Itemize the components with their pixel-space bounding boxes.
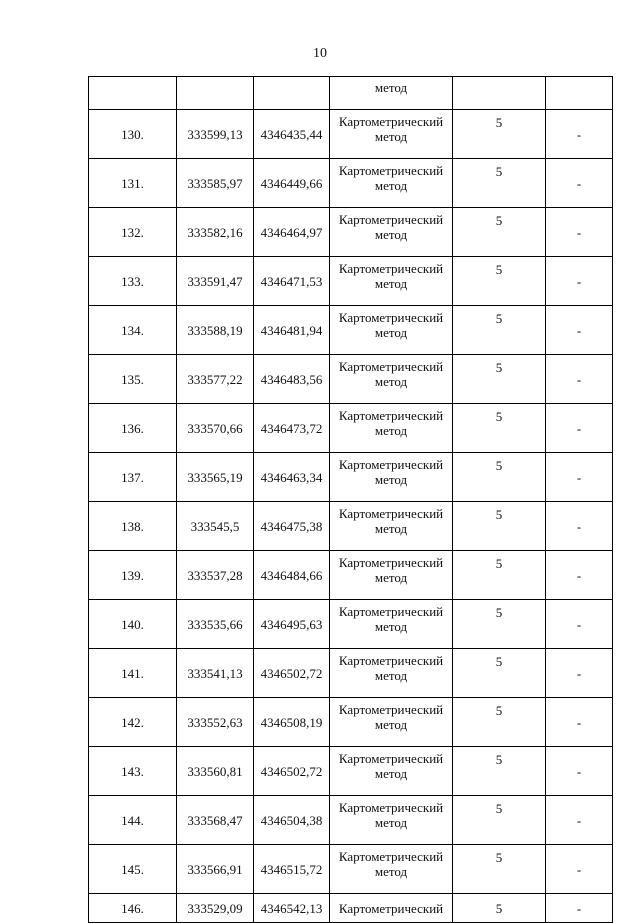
cell-num: 135.: [89, 355, 177, 404]
cell-x: 333582,16: [177, 208, 254, 257]
cell-precision: 5: [453, 649, 546, 698]
cell-dash: -: [546, 845, 613, 894]
method-line-1: Картометрический: [338, 751, 444, 766]
cell-num: 140.: [89, 600, 177, 649]
cell-method: [330, 208, 453, 257]
cell-x: 333535,66: [177, 600, 254, 649]
cell-num: 145.: [89, 845, 177, 894]
cell-dash: -: [546, 649, 613, 698]
cell-dash: -: [546, 796, 613, 845]
cell-method: [330, 404, 453, 453]
cell-dash: -: [546, 551, 613, 600]
table-row: [89, 159, 613, 208]
method-line-2: метод: [374, 178, 408, 193]
cell-precision: 5: [453, 257, 546, 306]
method-line-2: метод: [374, 472, 408, 487]
cell-x: 333585,97: [177, 159, 254, 208]
method-line-1: Картометрический: [338, 506, 444, 521]
table-row: [89, 747, 613, 796]
page-number: 10: [313, 46, 327, 61]
method-line-2: метод: [374, 521, 408, 536]
cell-method: [330, 159, 453, 208]
cell-x: 333560,81: [177, 747, 254, 796]
cell-precision: 5: [453, 600, 546, 649]
method-line-2: метод: [374, 717, 408, 732]
cell-num: 143.: [89, 747, 177, 796]
table-row: [89, 306, 613, 355]
cell-x: 333566,91: [177, 845, 254, 894]
cell-x: 333565,19: [177, 453, 254, 502]
method-line-1: Картометрический: [338, 849, 444, 864]
cell-num: [89, 77, 177, 110]
cell-x: 333552,63: [177, 698, 254, 747]
cell-y: 4346484,66: [254, 551, 330, 600]
cell-y: 4346502,72: [254, 747, 330, 796]
cell-method: [330, 649, 453, 698]
table-row: [89, 698, 613, 747]
cell-dash: -: [546, 453, 613, 502]
table-row: [89, 845, 613, 894]
cell-y: 4346508,19: [254, 698, 330, 747]
cell-method: [330, 796, 453, 845]
cell-precision: 5: [453, 453, 546, 502]
cell-method: [330, 257, 453, 306]
cell-method: Картометрический: [330, 894, 453, 923]
cell-dash: -: [546, 894, 613, 923]
table-row: [89, 257, 613, 306]
cell-precision: 5: [453, 747, 546, 796]
method-line-1: Картометрический: [338, 359, 444, 374]
table-row-last: [89, 894, 613, 923]
table-row: [89, 208, 613, 257]
cell-dash: -: [546, 502, 613, 551]
method-line-2: метод: [374, 668, 408, 683]
method-line-2: метод: [374, 129, 408, 144]
cell-x: 333577,22: [177, 355, 254, 404]
cell-method: [330, 698, 453, 747]
cell-y: 4346481,94: [254, 306, 330, 355]
cell-dash: -: [546, 159, 613, 208]
method-line-2: метод: [374, 374, 408, 389]
cell-method: [330, 747, 453, 796]
method-line-1: Картометрический: [338, 212, 444, 227]
cell-precision: 5: [453, 110, 546, 159]
cell-num: 130.: [89, 110, 177, 159]
cell-precision: 5: [453, 502, 546, 551]
cell-y: 4346449,66: [254, 159, 330, 208]
cell-x: [177, 77, 254, 110]
table-row: [89, 404, 613, 453]
cell-dash: -: [546, 600, 613, 649]
cell-num: 133.: [89, 257, 177, 306]
cell-precision: 5: [453, 796, 546, 845]
table-row: [89, 110, 613, 159]
cell-x: 333599,13: [177, 110, 254, 159]
table-row: [89, 355, 613, 404]
method-line-2: метод: [374, 766, 408, 781]
method-line-1: Картометрический: [338, 310, 444, 325]
cell-x: 333591,47: [177, 257, 254, 306]
cell-method: [330, 600, 453, 649]
method-line-1: Картометрический: [338, 604, 444, 619]
method-line-1: Картометрический: [338, 163, 444, 178]
method-line-2: метод: [374, 325, 408, 340]
cell-y: 4346464,97: [254, 208, 330, 257]
cell-num: 141.: [89, 649, 177, 698]
cell-y: 4346502,72: [254, 649, 330, 698]
cell-y: 4346473,72: [254, 404, 330, 453]
cell-precision: 5: [453, 355, 546, 404]
cell-precision: 5: [453, 698, 546, 747]
method-line-1: Картометрический: [338, 408, 444, 423]
cell-dash: -: [546, 257, 613, 306]
cell-y: 4346515,72: [254, 845, 330, 894]
cell-num: 146.: [89, 894, 177, 923]
method-line-1: Картометрический: [338, 800, 444, 815]
cell-x: 333541,13: [177, 649, 254, 698]
cell-y: 4346504,38: [254, 796, 330, 845]
cell-method: [330, 502, 453, 551]
cell-x: 333529,09: [177, 894, 254, 923]
cell-x: 333570,66: [177, 404, 254, 453]
table-row: [89, 502, 613, 551]
coordinates-table: [88, 76, 613, 923]
method-line-2: метод: [374, 227, 408, 242]
method-line-2: метод: [374, 276, 408, 291]
cell-num: 144.: [89, 796, 177, 845]
cell-y: 4346475,38: [254, 502, 330, 551]
method-line-2: метод: [374, 815, 408, 830]
cell-x: 333568,47: [177, 796, 254, 845]
method-line-2: метод: [374, 570, 408, 585]
cell-y: 4346463,34: [254, 453, 330, 502]
cell-dash: -: [546, 306, 613, 355]
cell-precision: 5: [453, 159, 546, 208]
cell-method: метод: [330, 77, 453, 110]
cell-precision: 5: [453, 404, 546, 453]
cell-precision: 5: [453, 306, 546, 355]
cell-y: 4346435,44: [254, 110, 330, 159]
method-line-1: Картометрический: [338, 555, 444, 570]
cell-precision: 5: [453, 845, 546, 894]
cell-x: 333545,5: [177, 502, 254, 551]
method-line-2: метод: [374, 619, 408, 634]
method-line-1: Картометрический: [338, 457, 444, 472]
table-row: [89, 796, 613, 845]
cell-x: 333537,28: [177, 551, 254, 600]
cell-num: 136.: [89, 404, 177, 453]
cell-dash: -: [546, 404, 613, 453]
cell-num: 131.: [89, 159, 177, 208]
cell-precision: 5: [453, 551, 546, 600]
cell-dash: -: [546, 747, 613, 796]
table-row: [89, 600, 613, 649]
table-row: [89, 649, 613, 698]
cell-y: 4346495,63: [254, 600, 330, 649]
cell-y: 4346471,53: [254, 257, 330, 306]
cell-num: 138.: [89, 502, 177, 551]
cell-method: [330, 306, 453, 355]
cell-y: 4346542,13: [254, 894, 330, 923]
table-row-continuation: [89, 77, 613, 110]
method-line-1: Картометрический: [338, 702, 444, 717]
cell-method: [330, 453, 453, 502]
cell-y: [254, 77, 330, 110]
cell-method: [330, 355, 453, 404]
method-line-2: метод: [374, 864, 408, 879]
cell-precision: [453, 77, 546, 110]
cell-dash: -: [546, 355, 613, 404]
cell-dash: [546, 77, 613, 110]
cell-method: [330, 845, 453, 894]
cell-num: 137.: [89, 453, 177, 502]
cell-num: 139.: [89, 551, 177, 600]
cell-method: [330, 110, 453, 159]
method-line-1: Картометрический: [338, 653, 444, 668]
cell-dash: -: [546, 110, 613, 159]
method-line-1: Картометрический: [338, 114, 444, 129]
cell-y: 4346483,56: [254, 355, 330, 404]
cell-num: 134.: [89, 306, 177, 355]
cell-dash: -: [546, 698, 613, 747]
cell-precision: 5: [453, 208, 546, 257]
cell-x: 333588,19: [177, 306, 254, 355]
cell-method: [330, 551, 453, 600]
cell-precision: 5: [453, 894, 546, 923]
cell-dash: -: [546, 208, 613, 257]
cell-num: 132.: [89, 208, 177, 257]
method-line-2: метод: [374, 423, 408, 438]
cell-num: 142.: [89, 698, 177, 747]
table-row: [89, 453, 613, 502]
method-line-1: Картометрический: [338, 261, 444, 276]
table-row: [89, 551, 613, 600]
